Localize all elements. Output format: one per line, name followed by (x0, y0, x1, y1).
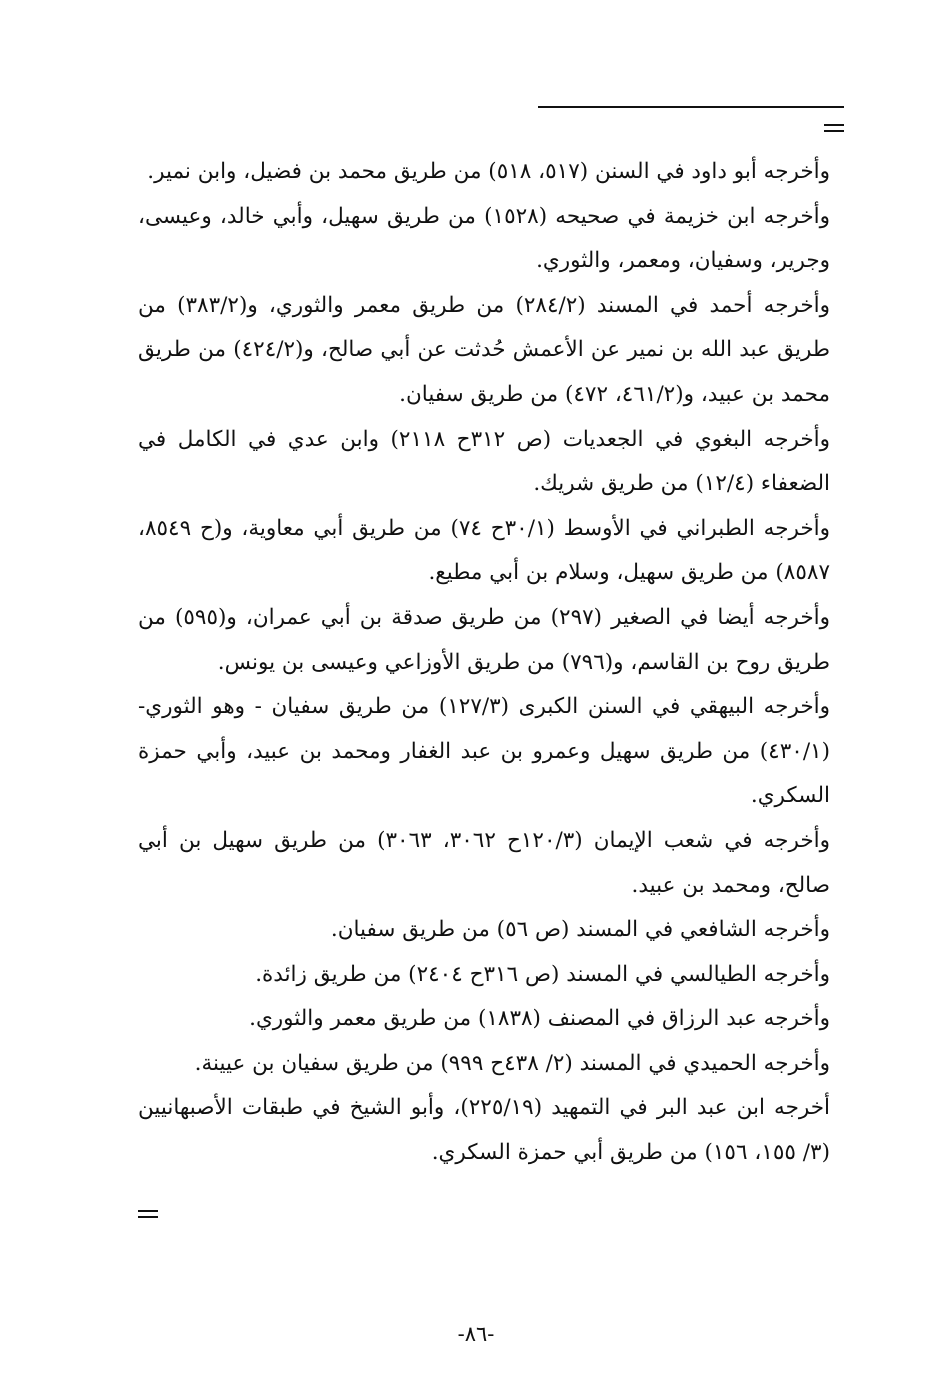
footnote-paragraph: وأخرجه الحميدي في المسند (٢/ ٤٣٨ح ٩٩٩) من طريق سفيان بن عيينة. (194, 1050, 830, 1076)
continuation-mark-bottom (138, 1210, 158, 1218)
footnote-paragraph: وأخرجه ابن خزيمة في صحيحه (١٥٢٨) من طريق سهيل، وأبي خالد، وعيسى، وجرير، وسفيان، ومعمر، والثوري. (138, 203, 830, 274)
footnote-paragraph: وأخرجه الطبراني في الأوسط (٣٠/١ح ٧٤) من طريق أبي معاوية، و(ح ٨٥٤٩، ٨٥٨٧) من طريق سهيل، وسلام بن أبي مطيع. (138, 515, 831, 586)
footnote-paragraph: وأخرجه أبو داود في السنن (٥١٧، ٥١٨) من طريق محمد بن فضيل، وابن نمير. (147, 159, 830, 184)
page-number: -٨٦- (457, 1322, 495, 1346)
footnotes-body (138, 150, 830, 1176)
continuation-mark-top (824, 124, 844, 132)
footnote-paragraph: وأخرجه عبد الرزاق في المصنف (١٨٣٨) من طريق معمر والثوري. (249, 1006, 830, 1032)
footnote-paragraph: وأخرجه في شعب الإيمان (١٢٠/٣ح ٣٠٦٢، ٣٠٦٣) من طريق سهيل بن أبي صالح، ومحمد بن عبيد. (138, 827, 830, 898)
footnote-paragraph: وأخرجه البغوي في الجعديات (ص ٣١٢ح ٢١١٨) وابن عدي في الكامل في الضعفاء (١٢/٤) من طريق شريك. (138, 426, 831, 497)
footnote-paragraph: وأخرجه أيضا في الصغير (٢٩٧) من طريق صدقة بن أبي عمران، و(٥٩٥) من طريق روح بن القاسم، و(٧٩٦) من طريق الأوزاعي وعيسى بن يونس. (138, 604, 831, 675)
footnote-paragraph: وأخرجه أحمد في المسند (٢٨٤/٢) من طريق معمر والثوري، و(٣٨٣/٢) من طريق عبد الله بن نمير عن الأعمش حُدثت عن أبي صالح، و(٤٢٤/٢) من طريق محمد بن عبيد، و(٤٦١/٢، ٤٧٢) من طريق سفيان. (138, 292, 830, 407)
footnote-paragraph: وأخرجه الشافعي في المسند (ص ٥٦) من طريق سفيان. (330, 917, 830, 943)
footnote-separator-rule (538, 106, 844, 108)
footnote-paragraph: أخرجه ابن عبد البر في التمهيد (٢٢٥/١٩)، وأبو الشيخ في طبقات الأصبهانيين (٣/ ١٥٥، ١٥٦) من طريق أبي حمزة السكري. (138, 1095, 830, 1166)
footnote-paragraph: وأخرجه الطيالسي في المسند (ص ٣١٦ح ٢٤٠٤) من طريق زائدة. (255, 961, 830, 987)
footnote-paragraph: وأخرجه البيهقي في السنن الكبرى (١٢٧/٣) من طريق سفيان - وهو الثوري- (٤٣٠/١) من طريق سهيل وعمرو بن عبد الغفار ومحمد بن عبيد، وأبي حمزة السكري. (138, 694, 830, 809)
